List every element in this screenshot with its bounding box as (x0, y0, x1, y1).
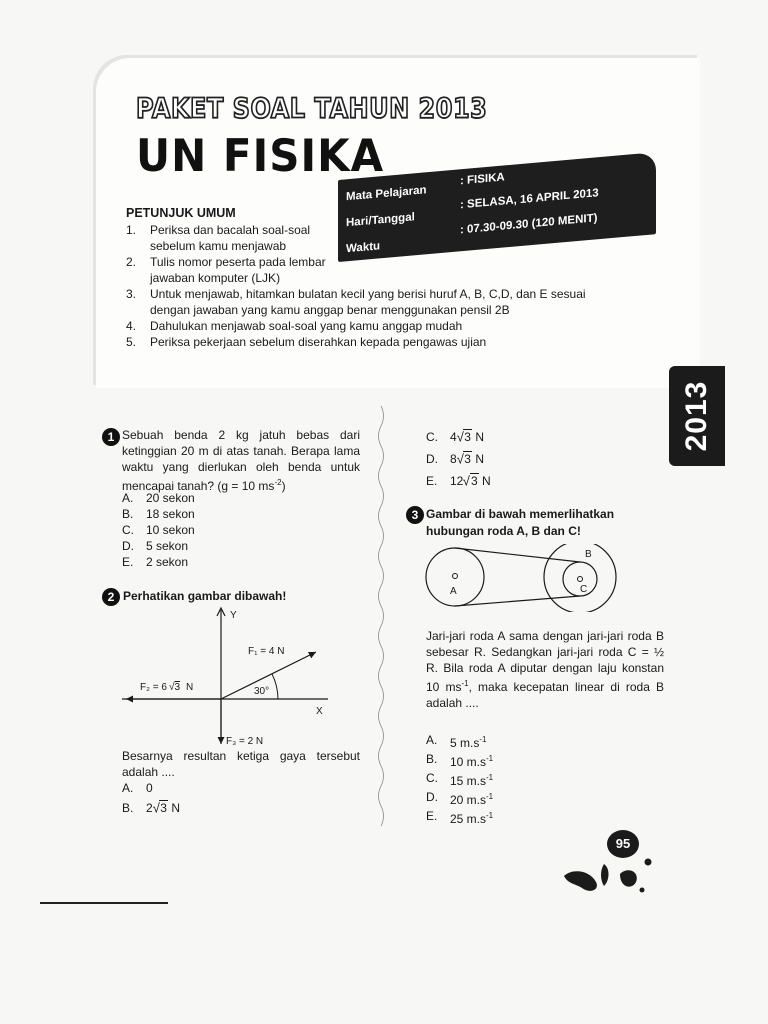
question-2-heading: Perhatikan gambar dibawah! (123, 589, 287, 603)
petunjuk-item: 2. Tulis nomor peserta pada lembar jawaban komputer (LJK) (126, 255, 326, 285)
wheel-a (426, 548, 484, 606)
wheel-a-label: A (450, 586, 457, 597)
belt-bottom (455, 596, 580, 606)
answer-option[interactable]: B. 10 $m.s^{-1}$ (426, 752, 494, 769)
f1-label: F₁ = 4 N (248, 646, 285, 657)
year-side-tab: 2013 (669, 366, 725, 466)
question-3-options (426, 732, 493, 827)
wheel-b (544, 544, 616, 612)
info-label-time: Waktu (346, 240, 381, 256)
question-2-text: Besarnya resultan ketiga gaya tersebut adalah .... (122, 749, 360, 779)
question-2-options-right (426, 426, 491, 492)
answer-option[interactable]: E. 12√3 N (426, 473, 491, 489)
info-label-date: Hari/Tanggal (346, 211, 415, 230)
answer-option[interactable]: A. 0 (122, 781, 153, 795)
main-title: UN FISIKA (136, 130, 385, 182)
info-label-subject: Mata Pelajaran (346, 184, 427, 204)
answer-option[interactable]: C. 4√3 N (426, 429, 484, 445)
info-value-date: : SELASA, 16 APRIL 2013 (460, 187, 599, 212)
answer-option[interactable]: A. 5 $m.s^{-1}$ (426, 733, 487, 750)
petunjuk-list (126, 222, 596, 350)
petunjuk-item: 3. Untuk menjawab, hitamkan bulatan kecil yang berisi huruf A, B, C,D, dan E sesuai dengan jawaban yang kamu anggap benar menggunakan pensil 2B (126, 287, 586, 317)
force-vector-diagram (118, 606, 358, 752)
answer-option[interactable]: D. 8√3 N (426, 451, 484, 467)
petunjuk-title: PETUNJUK UMUM (126, 206, 236, 220)
answer-option[interactable]: D. 5 sekon (122, 539, 189, 553)
wheel-diagram (424, 544, 620, 612)
question-2-badge: 2 (102, 588, 120, 606)
column-divider (374, 406, 388, 826)
petunjuk-item: 1. Periksa dan bacalah soal-soal sebelum kamu menjawab (126, 223, 311, 253)
petunjuk-item: 4. Dahulukan menjawab soal-soal yang kamu anggap mudah (126, 319, 463, 333)
question-3-heading: Gambar di bawah memerlihatkan hubungan roda A, B dan C! (426, 507, 615, 538)
question-3-text: Jari-jari roda A sama dengan jari-jari roda B sebesar R. Sedangkan jari-jari roda C = ½ R. Bila roda A diputar dengan laju konstan 10 $ms^{-1}$, maka kecepatan linear di roda B adalah .... (426, 629, 664, 710)
question-2-options-left (122, 780, 180, 816)
question-1-badge: 1 (102, 428, 120, 446)
f3-label: F₃ = 2 N (226, 736, 264, 747)
question-1-options (122, 490, 195, 570)
angle-label: 30° (254, 686, 270, 697)
answer-option[interactable]: C. 15 $m.s^{-1}$ (426, 771, 494, 788)
answer-option[interactable]: B. 18 sekon (122, 507, 195, 521)
x-axis-label: X (316, 706, 323, 717)
answer-option[interactable]: E. 25 $m.s^{-1}$ (426, 809, 494, 826)
answer-option[interactable]: A. 20 sekon (122, 491, 195, 505)
footer-rule (40, 902, 168, 904)
page-number: 95 (607, 830, 639, 858)
answer-option[interactable]: B. 2√3 N (122, 800, 180, 816)
petunjuk-item: 5. Periksa pekerjaan sebelum diserahkan kepada pengawas ujian (126, 335, 487, 349)
answer-option[interactable]: E. 2 sekon (122, 555, 189, 569)
info-value-subject: : FISIKA (460, 171, 505, 188)
info-value-time: : 07.30-09.30 (120 MENIT) (460, 212, 598, 237)
wheel-b-label: B (585, 549, 592, 560)
answer-option[interactable]: C. 10 sekon (122, 523, 195, 537)
paket-title: PAKET SOAL TAHUN 2013 (136, 92, 488, 125)
y-axis-label: Y (230, 610, 237, 621)
answer-option[interactable]: D. 20 $m.s^{-1}$ (426, 790, 494, 807)
question-1-text: Sebuah benda 2 kg jatuh bebas dari ketinggian 20 m di atas tanah. Berapa lama waktu yang dierlukan oleh benda untuk mencapai tanah? (g = 10 $ms^{-2}$) (122, 428, 360, 493)
question-3-badge: 3 (406, 506, 424, 524)
wheel-c-label: C (580, 584, 588, 595)
f2-label: F₂ = 6 √3 N (140, 682, 194, 693)
